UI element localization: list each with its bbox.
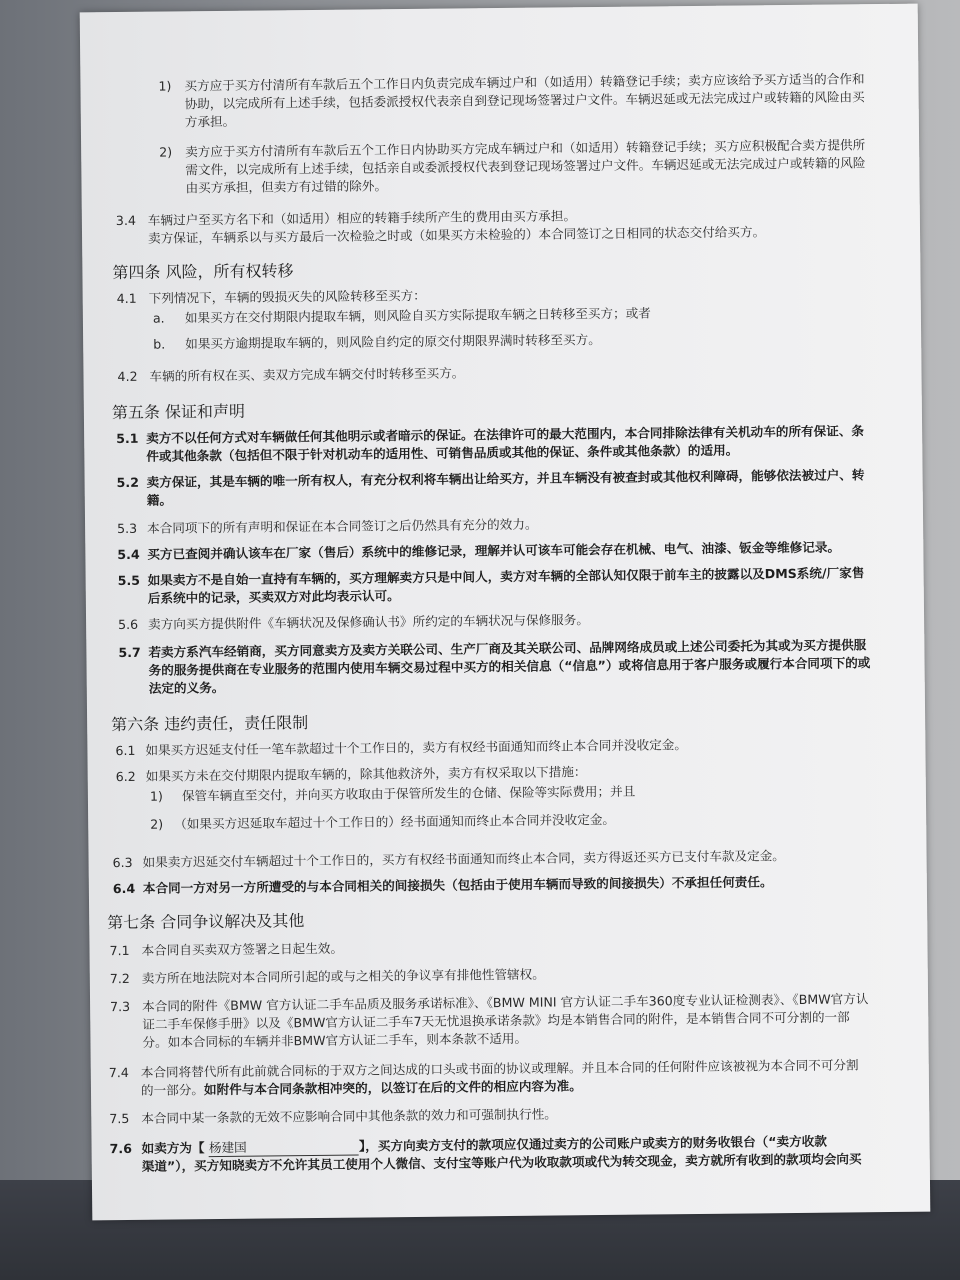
clause-number: 7.6 [109,1140,132,1157]
clause-text: 如果卖方不是自始一直持有车辆的，买方理解卖方只是中间人，卖方对车辆的全部认知仅限于前车主的披露以及DMS系统/厂家售 [147,565,865,588]
clause-number: 7.3 [110,998,131,1015]
clause-number: 6.3 [112,854,133,871]
clause-text: 如果买方逾期提取车辆的，则风险自约定的原交付期限界满时转移至买方。 [185,331,601,352]
clause-text: 籍。 [146,492,173,508]
clause-text: 如果卖方迟延交付车辆超过十个工作日的，买方有权经书面通知而终止本合同，卖方得返还买方已支付车款及定金。 [142,848,785,870]
clause-text: 车辆过户至买方名下和（如适用）相应的转籍手续所产生的费用由买方承担。 [147,208,577,228]
clause-text: 本合同自买卖双方签署之日起生效。 [141,940,344,958]
section-heading: 第七条 合同争议解决及其他 [107,911,305,933]
clause-text: 保管车辆直至交付，并向买方收取由于保管所发生的仓储、保险等实际费用；并且 [181,783,636,804]
clause-text: 若卖方系汽车经销商，买方同意卖方及卖方关联公司、生产厂商及其关联公司、品牌网络成员或上述公司委托为其或为买方提供服 [148,637,867,660]
clause-text: 卖方向买方提供附件《车辆状况及保修确认书》所约定的车辆状况与保修服务。 [148,612,589,632]
item-number: 2) [159,144,173,160]
clause-number: 3.4 [115,212,136,229]
clause-text: 本合同一方对另一方所遭受的与本合同相关的间接损失（包括由于使用车辆而导致的间接损失）不承担任何责任。 [142,874,773,896]
clause-text: 件或其他条款（包括但不限于针对机动车的适用性、可销售品质或其他的保证、条件或其他条款）的适用。 [146,442,739,464]
clause-number: 5.6 [118,616,139,633]
clause-number: 6.2 [115,768,136,785]
clause-number: 7.5 [109,1110,130,1127]
clause-text: 如果买方未在交付期限内提取车辆的，除其他救济外，卖方有权采取以下措施： [145,764,587,784]
clause-number: 5.7 [118,644,141,661]
clause-text-bold-part: 如附件与本合同条款相冲突的，以签订在后的文件的相应内容为准。 [203,1078,582,1098]
clause-text: 买方已查阅并确认该车在厂家（售后）系统中的维修记录，理解并认可该车可能会存在机械、电气、油漆、钣金等维修记录。 [147,539,841,562]
clause-text: 需文件，以完成所有上述手续，包括亲自或委派授权代表到登记现场签署过户文件。车辆迟延或无法完成过户或转籍的风险 [185,155,866,178]
clause-text: 法定的义务。 [148,679,225,696]
clause-text: 本合同的附件《BMW 官方认证二手车品质及服务承诺标准》、《BMW MINI 官方认证二手车360度专业认证检测表》、《BMW官方认 [142,991,869,1014]
section-heading: 第六条 违约责任，责任限制 [111,713,309,735]
clause-text: 本合同中某一条款的无效不应影响合同中其他条款的效力和可强制执行性。 [141,1106,557,1126]
seller-prefix: 如卖方为【 [141,1140,205,1156]
clause-number: 5.3 [117,520,138,537]
item-number: 1) [158,78,172,94]
clause-number: 7.2 [109,970,130,987]
clause-text: 本合同项下的所有声明和保证在本合同签订之后仍然具有充分的效力。 [147,516,538,536]
clause-text: 证二手车保修手册》以及《BMW官方认证二手车7天无忧退换承诺条款》均是本销售合同的附件，是本销售合同不可分割的一部 [142,1009,850,1032]
clause-text: 后系统中的记录，买卖双方对此均表示认可。 [147,588,400,606]
clause-text: 方承担。 [184,113,236,130]
clause-number: 4.2 [117,368,138,385]
clause-text-part: 的一部分。 [140,1082,205,1098]
clause-text: 如果买方在交付期限内提取车辆，则风险自买方实际提取车辆之日转移至买方；或者 [184,305,651,326]
section-heading: 第四条 风险，所有权转移 [112,261,294,283]
clause-text: 卖方保证，其是车辆的唯一所有权人，有充分权利将车辆出让给买方，并且车辆没有被查封或其他权利障碍，能够依法被过户、转 [146,467,865,490]
clause-number: 7.4 [108,1064,129,1081]
clause-text: 卖方所在地法院对本合同所引起的或与之相关的争议享有排他性管辖权。 [141,966,545,986]
seller-name-field: 杨建国 [209,1138,359,1158]
clause-number: 5.1 [116,430,139,447]
item-number: 1) [149,788,163,804]
clause-text: 分。如本合同标的车辆并非BMW官方认证二手车，则本条款不适用。 [142,1030,528,1050]
clause-text: 由买方承担，但卖方有过错的除外。 [185,178,388,196]
clause-text: 务的服务提供商在专业服务的范围内使用车辆交易过程中买方的相关信息（“信息”）或将信息用于客户服务或履行本合同项下的或 [148,655,871,678]
clause-number: 6.4 [112,880,136,897]
clause-text: 车辆的所有权在买、卖双方完成车辆交付时转移至买方。 [149,365,465,384]
clause-text: 卖方应于买方付清所有车款后五个工作日内协助买方完成车辆过户和（如适用）转籍登记手续；买方应积极配合卖方提供所 [185,137,866,160]
clause-text: 卖方保证，车辆系以与买方最后一次检验之时或（如果买方未检验的）本合同签订之日相同的状态交付给买方。 [147,224,766,246]
contract-page [80,4,931,1221]
clause-text: 卖方不以任何方式对车辆做任何其他明示或者暗示的保证。在法律许可的最大范围内，本合同排除法律有关机动车的所有保证、条 [146,423,865,446]
clause-number: 4.1 [116,290,137,307]
clause-text: 买方应于买方付清所有车款后五个工作日内负责完成车辆过户和（如适用）转籍登记手续；卖方应该给予买方适当的合作和 [184,71,865,94]
clause-text [141,1077,582,1099]
clause-text: 协助，以完成所有上述手续，包括委派授权代表亲自到登记现场签署过户文件。车辆迟延或无法完成过户或转籍的风险由买 [184,89,865,112]
item-number: 2) [150,816,164,832]
clause-text: （如果买方迟延取车超过十个工作日的）经书面通知而终止本合同并没收定金。 [174,811,616,832]
item-number: a. [152,310,165,326]
clause-text: 如果买方迟延支付任一笔车款超过十个工作日的，卖方有权经书面通知而终止本合同并没收定金。 [145,737,688,758]
clause-text: 下列情况下，车辆的毁损灭失的风险转移至买方： [148,287,426,306]
seller-suffix: 】，买方向卖方支付的款项应仅通过卖方的公司账户或卖方的财务收银台（“卖方收款 [358,1133,827,1154]
clause-number: 6.1 [115,742,136,759]
section-heading: 第五条 保证和声明 [111,401,246,423]
clause-number: 5.2 [116,474,140,491]
clause-number: 5.5 [117,572,141,589]
clause-text: 本合同将替代所有此前就合同标的于双方之间达成的口头或书面的协议或理解。并且本合同的任何附件应该被视为本合同不可分割 [140,1057,859,1080]
clause-number: 5.4 [117,546,140,563]
clause-text: 渠道”），买方知晓卖方不允许其员工使用个人微信、支付宝等账户代为收取款项或代为转交现金，卖方就所有收到的款项均会向买 [141,1151,862,1174]
clause-number: 7.1 [109,942,130,959]
item-number: b. [153,336,166,352]
